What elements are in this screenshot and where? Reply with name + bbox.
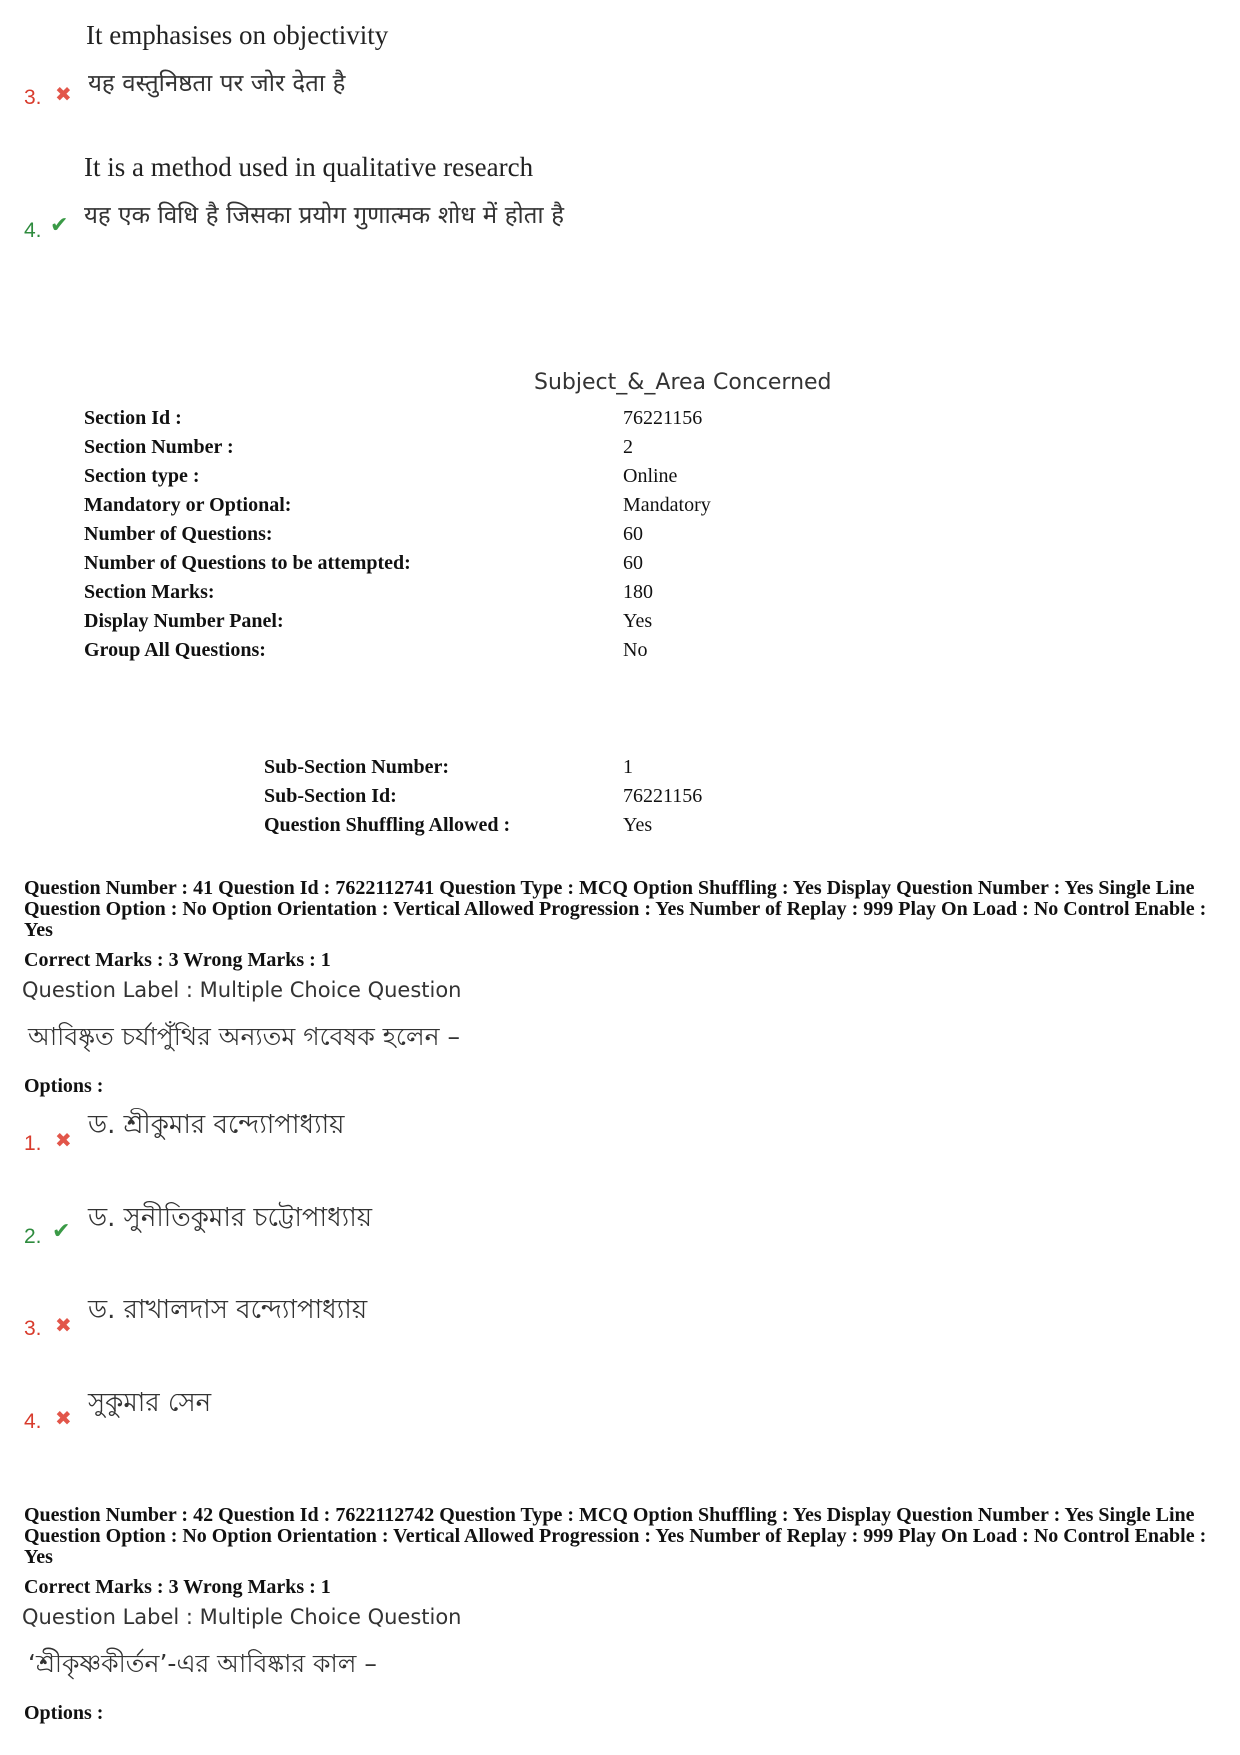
option-text-en: It is a method used in qualitative research: [84, 152, 534, 182]
cross-icon: ✖: [55, 1128, 72, 1152]
section-field-label: Section Number :: [84, 436, 234, 458]
section-field-value: 76221156: [623, 407, 703, 429]
options-heading: Options :: [24, 1075, 104, 1097]
section-field-value: Yes: [623, 610, 653, 632]
question-label: Question Label : Multiple Choice Question: [22, 1605, 462, 1629]
option-text-en: It emphasises on objectivity: [86, 20, 389, 50]
option-text: সুকুমার সেন: [88, 1388, 212, 1418]
section-field-label: Section Id :: [84, 407, 182, 429]
option-text-hi: यह वस्तुनिष्ठता पर जोर देता है: [88, 69, 346, 97]
section-field-value: No: [623, 639, 648, 661]
section-field-label: Section type :: [84, 465, 200, 487]
option-number: 1.: [24, 1132, 42, 1155]
question-marks: Correct Marks : 3 Wrong Marks : 1: [24, 949, 331, 971]
cross-icon: ✖: [55, 1406, 72, 1430]
question-meta: Question Number : 42 Question Id : 7622112742 Question Type : MCQ Option Shuffling : Yes Display Question Number : Yes Single Line Question Option : No Option Orientation : Vertical Allowed Progression : Yes Number of Replay : 999 Play On Load : No Control Enable : Yes: [24, 1504, 1207, 1568]
section-title: Subject_&_Area Concerned: [534, 370, 832, 395]
question-label: Question Label : Multiple Choice Question: [22, 978, 462, 1002]
cross-icon: ✖: [55, 82, 72, 106]
question-marks: Correct Marks : 3 Wrong Marks : 1: [24, 1576, 331, 1598]
section-field-value: 2: [623, 436, 633, 458]
section-field-value: Mandatory: [623, 494, 711, 516]
question-text: ‘শ্রীকৃষ্ণকীর্তন’-এর আবিষ্কার কাল –: [28, 1649, 377, 1678]
option-number: 3.: [24, 86, 42, 109]
subsection-field-label: Sub-Section Id:: [264, 785, 397, 807]
subsection-field-label: Sub-Section Number:: [264, 756, 450, 778]
question-meta: Question Number : 41 Question Id : 7622112741 Question Type : MCQ Option Shuffling : Yes Display Question Number : Yes Single Line Question Option : No Option Orientation : Vertical Allowed Progression : Yes Number of Replay : 999 Play On Load : No Control Enable : Yes: [24, 877, 1207, 941]
subsection-field-label: Question Shuffling Allowed :: [264, 814, 511, 836]
option-number: 2.: [24, 1225, 42, 1248]
option-text: ড. শ্রীকুমার বন্দ্যোপাধ্যায়: [88, 1110, 345, 1140]
option-text-hi: यह एक विधि है जिसका प्रयोग गुणात्मक शोध में होता है: [84, 201, 564, 229]
option-number: 4.: [24, 219, 42, 242]
subsection-field-value: 76221156: [623, 785, 703, 807]
option-text: ড. সুনীতিকুমার চট্টোপাধ্যায়: [88, 1203, 373, 1233]
section-field-label: Display Number Panel:: [84, 610, 284, 632]
section-field-value: Online: [623, 465, 678, 487]
cross-icon: ✖: [55, 1313, 72, 1337]
check-icon: ✔: [50, 213, 69, 238]
section-field-label: Mandatory or Optional:: [84, 494, 292, 516]
section-field-value: 60: [623, 552, 643, 574]
option-number: 3.: [24, 1317, 42, 1340]
section-field-value: 60: [623, 523, 643, 545]
section-field-label: Number of Questions to be attempted:: [84, 552, 411, 574]
section-field-value: 180: [623, 581, 653, 603]
check-icon: ✔: [52, 1219, 71, 1244]
subsection-field-value: Yes: [623, 814, 653, 836]
subsection-field-value: 1: [623, 756, 633, 778]
section-field-label: Number of Questions:: [84, 523, 273, 545]
option-text: ড. রাখালদাস বন্দ্যোপাধ্যায়: [88, 1295, 368, 1325]
section-field-label: Group All Questions:: [84, 639, 266, 661]
question-text: আবিষ্কৃত চর্যাপুঁথির অন্যতম গবেষক হলেন –: [28, 1022, 460, 1051]
option-number: 4.: [24, 1410, 42, 1433]
section-field-label: Section Marks:: [84, 581, 215, 603]
options-heading: Options :: [24, 1702, 104, 1724]
